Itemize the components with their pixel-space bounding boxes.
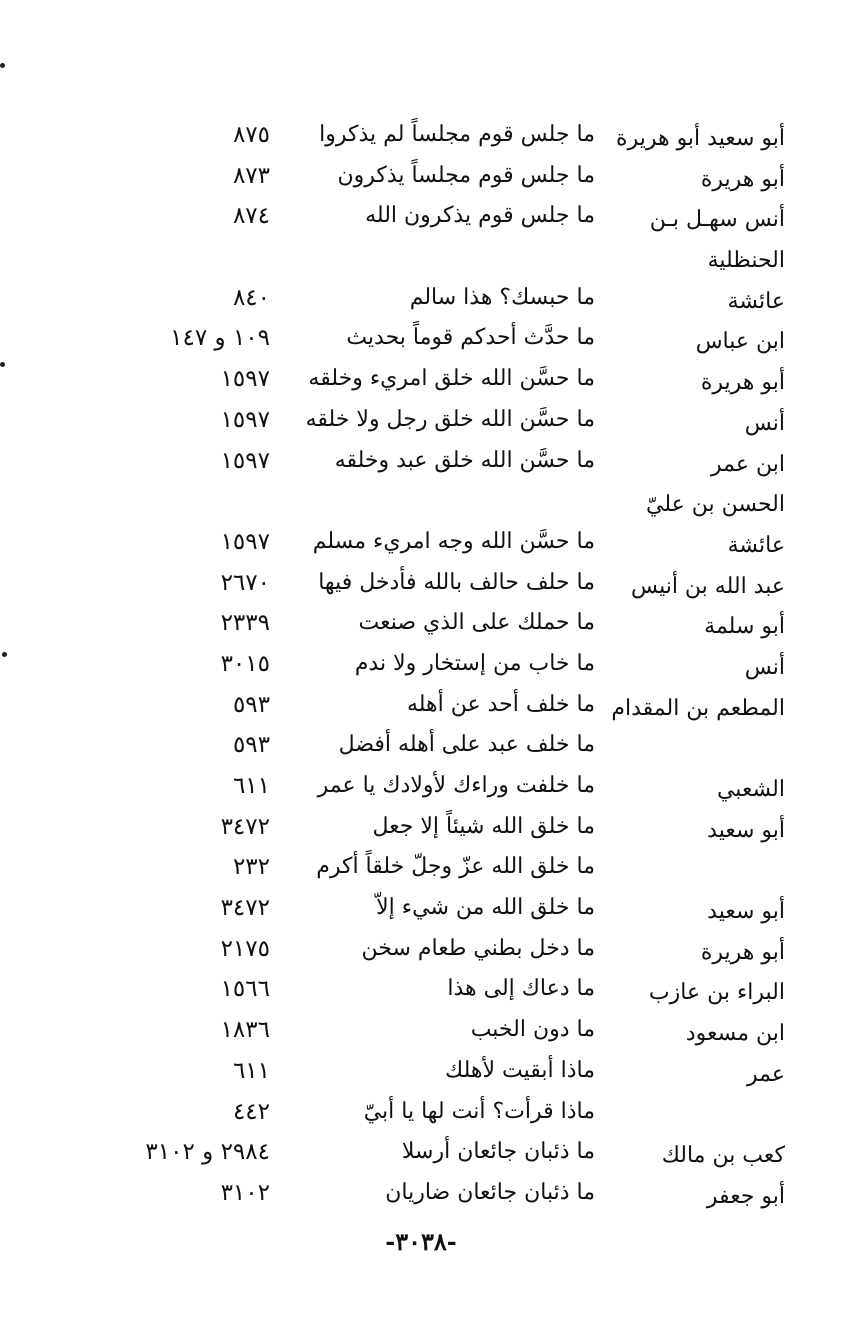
hadith-reference-numbers: ١٥٦٦ xyxy=(220,976,270,1003)
hadith-reference-numbers: ٨٧٤ xyxy=(232,203,270,230)
narrator-name: الحنظلية xyxy=(707,248,785,274)
hadith-reference-numbers: ٤٤٢ xyxy=(232,1098,270,1125)
index-entry xyxy=(95,441,795,482)
index-entry xyxy=(95,359,795,400)
hadith-text: ما خلق الله من شيء إلاّ xyxy=(376,895,595,921)
narrator-name: عائشة xyxy=(727,288,785,314)
narrator-name: عائشة xyxy=(727,532,785,558)
index-entry xyxy=(95,1051,795,1092)
hadith-text: ما جلس قوم مجلساً لم يذكروا xyxy=(319,122,595,147)
hadith-text: ما خلفت وراءك لأولادك يا عمر xyxy=(317,773,595,798)
index-entry xyxy=(95,685,795,726)
hadith-reference-numbers: ٢٣٣٩ xyxy=(220,610,270,637)
narrator-name: أبو هريرة xyxy=(700,370,785,396)
index-entry xyxy=(95,156,795,197)
narrator-name: أبو سعيد أبو هريرة xyxy=(616,126,785,151)
index-entry xyxy=(95,318,795,359)
hadith-reference-numbers: ١٨٣٦ xyxy=(220,1017,270,1044)
narrator-name: ابن مسعود xyxy=(685,1021,785,1047)
hadith-text: ما دخل بطني طعام سخن xyxy=(361,935,595,961)
page-number: -٣٠٣٨- xyxy=(385,1227,457,1256)
index-entry xyxy=(95,929,795,970)
hadith-text: ما حسَّن الله وجه امريء مسلم xyxy=(312,528,595,554)
hadith-reference-numbers: ٢٩٨٤ و ٣١٠٢ xyxy=(145,1139,270,1166)
hadith-text: ماذا أبقيت لأهلك xyxy=(445,1057,595,1083)
hadith-reference-numbers: ٢٦٧٠ xyxy=(220,569,270,596)
hadith-text: ما خلق الله شيئاً إلا جعل xyxy=(372,813,595,839)
hadith-text: ما جلس قوم يذكرون الله xyxy=(365,203,595,229)
narrator-name: أبو سعيد xyxy=(707,899,785,925)
hadith-text: ما دعاك إلى هذا xyxy=(447,976,595,1002)
hadith-text: ما خلف أحد عن أهله xyxy=(406,691,595,717)
narrator-name: أبو هريرة xyxy=(700,166,785,192)
narrator-name: أبو سعيد xyxy=(707,817,785,843)
hadith-text: ما جلس قوم مجلساً يذكرون xyxy=(337,162,595,188)
index-entry xyxy=(95,400,795,441)
hadith-reference-numbers: ٢١٧٥ xyxy=(220,935,270,962)
narrator-name: المطعم بن المقدام xyxy=(611,695,785,721)
index-entry xyxy=(95,115,795,156)
hadith-text: ما خلق الله عزّ وجلّ خلقاً أكرم xyxy=(316,854,595,880)
hadith-reference-numbers: ٨٧٥ xyxy=(232,122,270,148)
narrator-name: أبو هريرة xyxy=(700,939,785,965)
hadith-text: ما ذئبان جائعان أرسلا xyxy=(401,1139,595,1165)
hadith-text: ما دون الخبب xyxy=(470,1017,595,1043)
hadith-reference-numbers: ٣١٠٢ xyxy=(220,1179,270,1206)
hadith-reference-numbers: ١٥٩٧ xyxy=(220,528,270,555)
hadith-text: ما حسَّن الله خلق امريء وخلقه xyxy=(308,366,595,392)
hadith-reference-numbers: ٦١١ xyxy=(232,773,270,799)
index-entry xyxy=(95,237,795,278)
narrator-name: أبو سلمة xyxy=(704,614,785,640)
hadith-index-table xyxy=(95,115,795,1214)
hadith-reference-numbers: ٣٠١٥ xyxy=(220,650,270,677)
index-entry xyxy=(95,481,795,522)
hadith-reference-numbers: ١٥٩٧ xyxy=(220,447,270,474)
hadith-text: ماذا قرأت؟ أنت لها يا أبيّ xyxy=(363,1098,595,1124)
index-entry xyxy=(95,603,795,644)
narrator-name: أنس xyxy=(744,410,785,436)
hadith-reference-numbers: ١٠٩ و ١٤٧ xyxy=(170,325,270,352)
index-entry xyxy=(95,522,795,563)
hadith-reference-numbers: ٣٤٧٢ xyxy=(220,895,270,922)
narrator-name: أبو جعفر xyxy=(706,1183,785,1209)
hadith-reference-numbers: ٨٤٠ xyxy=(232,284,270,311)
hadith-reference-numbers: ٣٤٧٢ xyxy=(220,813,270,840)
margin-dot xyxy=(0,362,5,367)
hadith-reference-numbers: ١٥٩٧ xyxy=(220,406,270,433)
margin-dot xyxy=(0,63,5,68)
index-entry xyxy=(95,969,795,1010)
hadith-text: ما حلف حالف بالله فأدخل فيها xyxy=(318,569,595,595)
margin-dot xyxy=(2,652,7,657)
hadith-text: ما حملك على الذي صنعت xyxy=(358,610,595,636)
hadith-text: ما حسَّن الله خلق عبد وخلقه xyxy=(334,447,595,473)
narrator-name: عمر xyxy=(747,1061,785,1087)
index-entry xyxy=(95,725,795,766)
narrator-name: أنس سهـل بـن xyxy=(649,207,785,233)
narrator-name: كعب بن مالك xyxy=(661,1143,785,1169)
hadith-reference-numbers: ٥٩٣ xyxy=(232,732,270,759)
hadith-reference-numbers: ٦١١ xyxy=(232,1057,270,1084)
index-entry xyxy=(95,888,795,929)
narrator-name: الحسن بن عليّ xyxy=(646,492,785,518)
index-entry xyxy=(95,1092,795,1133)
narrator-name: ابن عباس xyxy=(695,329,785,355)
index-entry xyxy=(95,563,795,604)
hadith-reference-numbers: ١٥٩٧ xyxy=(220,366,270,393)
index-entry xyxy=(95,1173,795,1214)
hadith-text: ما حدَّث أحدكم قوماً بحديث xyxy=(346,325,595,351)
index-entry xyxy=(95,1010,795,1051)
index-entry xyxy=(95,807,795,848)
hadith-text: ما ذئبان جائعان ضاريان xyxy=(385,1179,595,1205)
index-entry xyxy=(95,644,795,685)
hadith-reference-numbers: ٨٧٣ xyxy=(232,162,270,189)
index-entry xyxy=(95,196,795,237)
narrator-name: الشعبي xyxy=(716,777,785,802)
hadith-reference-numbers: ٥٩٣ xyxy=(232,691,270,718)
index-entry xyxy=(95,1132,795,1173)
hadith-text: ما خلف عبد على أهله أفضل xyxy=(338,732,595,758)
narrator-name: أنس xyxy=(744,654,785,680)
hadith-text: ما حسَّن الله خلق رجل ولا خلقه xyxy=(305,406,595,432)
index-entry xyxy=(95,766,795,807)
narrator-name: ابن عمر xyxy=(711,451,785,477)
index-entry xyxy=(95,278,795,319)
hadith-text: ما خاب من إستخار ولا ندم xyxy=(354,650,595,676)
index-entry xyxy=(95,847,795,888)
hadith-reference-numbers: ٢٣٢ xyxy=(232,854,270,881)
narrator-name: البراء بن عازب xyxy=(648,980,785,1006)
hadith-text: ما حبسك؟ هذا سالم xyxy=(409,284,595,310)
narrator-name: عبد الله بن أنيس xyxy=(631,573,785,599)
